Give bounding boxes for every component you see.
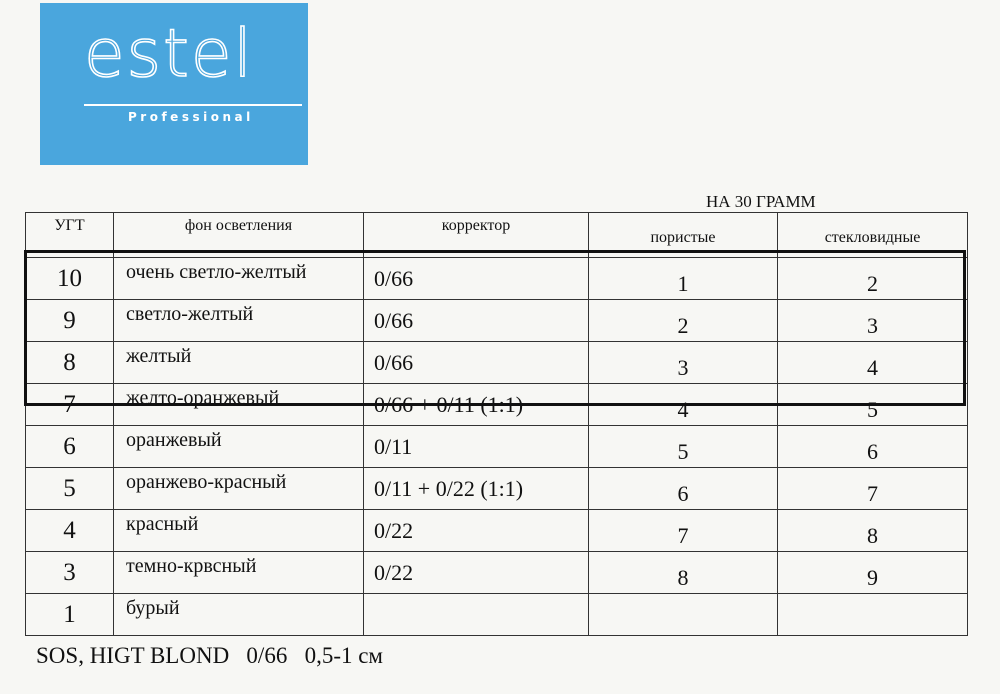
cell-glassy: 3	[778, 300, 968, 342]
header-ugt: УГТ	[26, 213, 114, 258]
cell-background: светло-желтый	[114, 300, 364, 342]
table-row	[26, 594, 968, 636]
cell-ugt: 6	[26, 426, 114, 468]
cell-porous: 6	[589, 468, 778, 510]
cell-glassy	[778, 594, 968, 636]
cell-background: бурый	[114, 594, 364, 636]
cell-ugt: 7	[26, 384, 114, 426]
cell-corrector: 0/11 + 0/22 (1:1)	[364, 468, 589, 510]
table-row	[26, 552, 968, 594]
cell-porous: 3	[589, 342, 778, 384]
table-row	[26, 384, 968, 426]
cell-ugt: 4	[26, 510, 114, 552]
cell-glassy: 9	[778, 552, 968, 594]
cell-glassy: 4	[778, 342, 968, 384]
footer-note: SOS, HIGT BLOND 0/66 0,5-1 см	[36, 643, 383, 668]
cell-corrector: 0/66	[364, 258, 589, 300]
cell-background: темно-крвсный	[114, 552, 364, 594]
cell-corrector: 0/22	[364, 510, 589, 552]
table-header-row	[26, 213, 968, 258]
table-row	[26, 258, 968, 300]
cell-ugt: 5	[26, 468, 114, 510]
table-row	[26, 426, 968, 468]
cell-corrector: 0/66 + 0/11 (1:1)	[364, 384, 589, 426]
cell-background: желтый	[114, 342, 364, 384]
cell-porous: 7	[589, 510, 778, 552]
cell-background: желто-оранжевый	[114, 384, 364, 426]
cell-ugt: 1	[26, 594, 114, 636]
cell-background: очень светло-желтый	[114, 258, 364, 300]
estel-logo	[40, 3, 308, 165]
cell-background: оранжево-красный	[114, 468, 364, 510]
cell-ugt: 8	[26, 342, 114, 384]
table-row	[26, 468, 968, 510]
table-row	[26, 342, 968, 384]
cell-porous: 5	[589, 426, 778, 468]
logo-rule	[84, 104, 302, 106]
cell-ugt: 3	[26, 552, 114, 594]
cell-ugt: 10	[26, 258, 114, 300]
cell-corrector	[364, 594, 589, 636]
amount-note: НА 30 ГРАММ	[706, 192, 816, 211]
table-row	[26, 300, 968, 342]
cell-background: оранжевый	[114, 426, 364, 468]
table-row	[26, 510, 968, 552]
header-background: фон осветления	[114, 213, 364, 258]
cell-glassy: 7	[778, 468, 968, 510]
cell-ugt: 9	[26, 300, 114, 342]
cell-corrector: 0/66	[364, 300, 589, 342]
header-glassy: стекловидные	[778, 213, 968, 258]
cell-porous: 1	[589, 258, 778, 300]
cell-corrector: 0/11	[364, 426, 589, 468]
corrector-table	[25, 212, 968, 636]
cell-porous: 2	[589, 300, 778, 342]
header-porous: пористые	[589, 213, 778, 258]
cell-porous: 8	[589, 552, 778, 594]
cell-glassy: 5	[778, 384, 968, 426]
cell-porous: 4	[589, 384, 778, 426]
cell-corrector: 0/66	[364, 342, 589, 384]
cell-background: красный	[114, 510, 364, 552]
header-corrector: корректор	[364, 213, 589, 258]
logo-subtitle: Professional	[128, 110, 254, 124]
cell-porous	[589, 594, 778, 636]
cell-glassy: 6	[778, 426, 968, 468]
cell-glassy: 2	[778, 258, 968, 300]
cell-corrector: 0/22	[364, 552, 589, 594]
cell-glassy: 8	[778, 510, 968, 552]
logo-wordmark: estel	[84, 15, 254, 92]
